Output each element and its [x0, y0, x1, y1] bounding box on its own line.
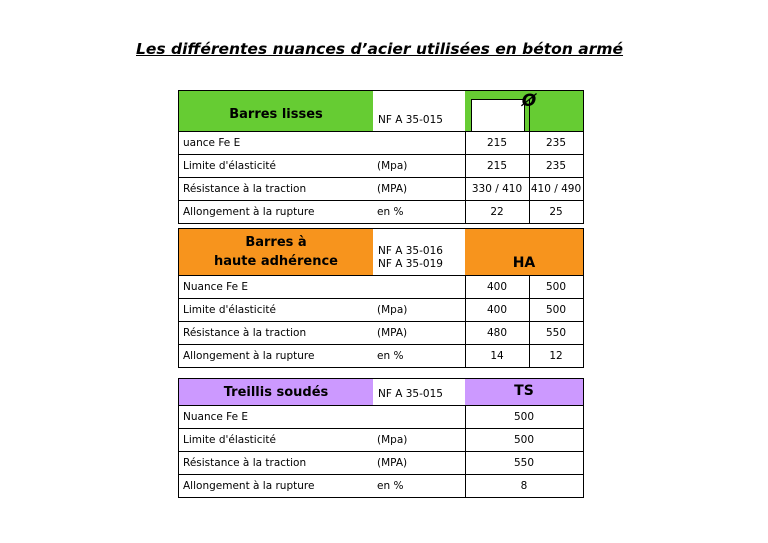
row-value: 8	[520, 480, 528, 492]
symbol-subcell-left	[471, 99, 525, 131]
row-unit: (Mpa)	[377, 160, 408, 172]
row-value-2: 235	[545, 137, 567, 149]
row-value-1: 400	[486, 304, 508, 316]
row-unit: (Mpa)	[377, 434, 408, 446]
table-row	[178, 132, 584, 155]
norm-cell	[373, 229, 465, 275]
row-label: Résistance à la traction	[183, 183, 307, 195]
symbol-label: HA	[512, 255, 536, 271]
row-unit: (MPA)	[377, 457, 408, 469]
norm-text: NF A 35-015	[378, 114, 443, 126]
row-label: uance Fe E	[183, 137, 241, 149]
row-value-1: 215	[486, 137, 508, 149]
row-label: Limite d'élasticité	[183, 304, 276, 316]
row-label: Résistance à la traction	[183, 327, 307, 339]
row-value-2: 25	[549, 206, 563, 218]
header-label-line: Barres à	[245, 235, 307, 250]
row-value-2: 500	[545, 304, 567, 316]
table-row	[178, 475, 584, 498]
row-value-2: 550	[545, 327, 567, 339]
row-unit: (Mpa)	[377, 304, 408, 316]
symbol-cell	[465, 91, 583, 131]
row-value: 500	[513, 411, 535, 423]
row-label: Nuance Fe E	[183, 411, 249, 423]
row-value-1: 22	[490, 206, 504, 218]
table-row	[178, 322, 584, 345]
table-row	[178, 299, 584, 322]
row-value-2: 235	[545, 160, 567, 172]
table-row	[178, 155, 584, 178]
diameter-symbol: Ø	[521, 91, 537, 111]
symbol-cell	[465, 379, 583, 405]
symbol-label: TS	[514, 383, 534, 399]
header-label-line: haute adhérence	[214, 254, 338, 269]
norm-text: NF A 35-016	[378, 245, 443, 257]
row-value-2: 12	[549, 350, 563, 362]
table-row	[178, 345, 584, 368]
norm-text: NF A 35-019	[378, 258, 443, 270]
table-header-label	[179, 91, 373, 131]
table-row	[178, 276, 584, 299]
row-label: Résistance à la traction	[183, 457, 307, 469]
table-row	[178, 452, 584, 475]
symbol-cell	[465, 229, 583, 275]
row-value-1: 480	[486, 327, 508, 339]
table-row	[178, 429, 584, 452]
table-row	[178, 178, 584, 201]
row-unit: en %	[377, 206, 404, 218]
table-header	[178, 90, 584, 132]
row-label: Nuance Fe E	[183, 281, 249, 293]
row-label: Allongement à la rupture	[183, 350, 315, 362]
row-value-1: 14	[490, 350, 504, 362]
row-label: Allongement à la rupture	[183, 480, 315, 492]
table-row	[178, 406, 584, 429]
page-title: Les différentes nuances d’acier utilisées en béton armé	[136, 40, 624, 58]
table-row	[178, 201, 584, 224]
table-treillis-soudes	[178, 378, 584, 498]
table-header	[178, 378, 584, 406]
header-label-line: Barres lisses	[229, 106, 323, 122]
row-value-1: 400	[486, 281, 508, 293]
table-header	[178, 228, 584, 276]
row-value: 550	[513, 457, 535, 469]
table-barres-haute-adherence	[178, 228, 584, 368]
norm-cell	[373, 379, 465, 405]
row-value-1: 330 / 410	[471, 183, 523, 195]
row-value-2: 410 / 490	[530, 183, 582, 195]
table-header-label	[179, 379, 373, 405]
row-label: Limite d'élasticité	[183, 434, 276, 446]
row-unit: (MPA)	[377, 327, 408, 339]
row-unit: (MPA)	[377, 183, 408, 195]
header-label-line: Treillis soudés	[223, 384, 329, 400]
row-value-2: 500	[545, 281, 567, 293]
row-label: Allongement à la rupture	[183, 206, 315, 218]
row-unit: en %	[377, 350, 404, 362]
row-unit: en %	[377, 480, 404, 492]
row-label: Limite d'élasticité	[183, 160, 276, 172]
row-value: 500	[513, 434, 535, 446]
norm-cell	[373, 91, 465, 131]
table-header-label	[179, 229, 373, 275]
norm-text: NF A 35-015	[378, 387, 443, 400]
symbol-divider	[529, 99, 530, 131]
table-barres-lisses	[178, 90, 584, 224]
row-value-1: 215	[486, 160, 508, 172]
